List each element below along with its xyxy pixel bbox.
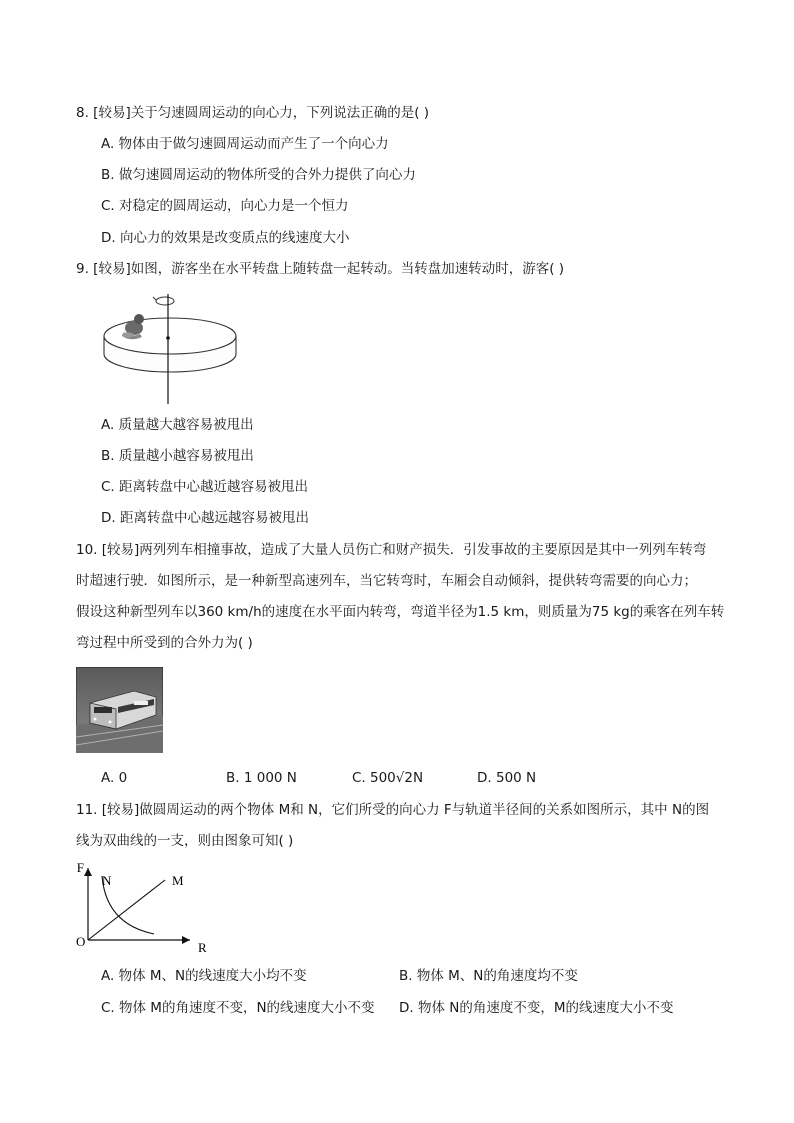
- visitor-figure: [122, 314, 144, 339]
- question-10-stem-line-2: 时超速行驶．如图所示，是一种新型高速列车，当它转弯时，车厢会自动倾斜，提供转弯需要的向心力；: [76, 573, 697, 589]
- question-8-stem: 8. [较易]关于匀速圆周运动的向心力，下列说法正确的是( ): [76, 105, 430, 121]
- curve-m-line: [88, 880, 165, 940]
- force-radius-graph: [70, 858, 210, 958]
- y-axis-label: F: [76, 860, 84, 875]
- question-8-option-b[interactable]: B. 做匀速圆周运动的物体所受的合外力提供了向心力: [101, 167, 416, 183]
- question-11-option-a[interactable]: A. 物体 M、N的线速度大小均不变: [101, 968, 307, 984]
- question-10-option-a[interactable]: A. 0: [101, 770, 128, 786]
- x-axis-label: R: [198, 940, 207, 955]
- question-11-stem-line-1: 11. [较易]做圆周运动的两个物体 M和 N，它们所受的向心力 F与轨道半径间的关系如图所示，其中 N的图: [76, 802, 710, 818]
- question-8-option-a[interactable]: A. 物体由于做匀速圆周运动而产生了一个向心力: [101, 136, 389, 152]
- curve-n-label: N: [102, 873, 112, 888]
- question-11-stem-line-2: 线为双曲线的一支，则由图象可知( ): [76, 833, 294, 849]
- question-11-option-c[interactable]: C. 物体 M的角速度不变，N的线速度大小不变: [101, 1000, 375, 1016]
- rotation-arrow-icon: [153, 297, 174, 305]
- curve-m-label: M: [172, 873, 184, 888]
- question-10-stem-line-3: 假设这种新型列车以360 km/h的速度在水平面内转弯，弯道半径为1.5 km，则质量为75 kg的乘客在列车转: [76, 604, 725, 620]
- question-11-option-b[interactable]: B. 物体 M、N的角速度均不变: [399, 968, 578, 984]
- question-9-option-b[interactable]: B. 质量越小越容易被甩出: [101, 448, 254, 464]
- question-10-option-b[interactable]: B. 1 000 N: [226, 770, 297, 786]
- question-8-option-d[interactable]: D. 向心力的效果是改变质点的线速度大小: [101, 230, 350, 246]
- question-10-stem-line-1: 10. [较易]两列列车相撞事故，造成了大量人员伤亡和财产损失．引发事故的主要原因是其中一列列车转弯: [76, 542, 707, 558]
- train-photo: [76, 667, 163, 753]
- question-10-stem-line-4: 弯过程中所受到的合外力为( ): [76, 635, 253, 651]
- question-11-option-d[interactable]: D. 物体 N的角速度不变，M的线速度大小不变: [399, 1000, 674, 1016]
- question-10-option-d[interactable]: D. 500 N: [477, 770, 537, 786]
- question-10-option-c[interactable]: C. 500√2N: [352, 770, 424, 786]
- turntable-figure: [100, 290, 240, 408]
- question-8-option-c[interactable]: C. 对稳定的圆周运动，向心力是一个恒力: [101, 198, 349, 214]
- question-9-option-a[interactable]: A. 质量越大越容易被甩出: [101, 417, 254, 433]
- question-9-option-d[interactable]: D. 距离转盘中心越远越容易被甩出: [101, 510, 309, 526]
- question-9-option-c[interactable]: C. 距离转盘中心越近越容易被甩出: [101, 479, 309, 495]
- question-9-stem: 9. [较易]如图，游客坐在水平转盘上随转盘一起转动。当转盘加速转动时，游客( ): [76, 261, 565, 277]
- origin-label: O: [76, 934, 86, 949]
